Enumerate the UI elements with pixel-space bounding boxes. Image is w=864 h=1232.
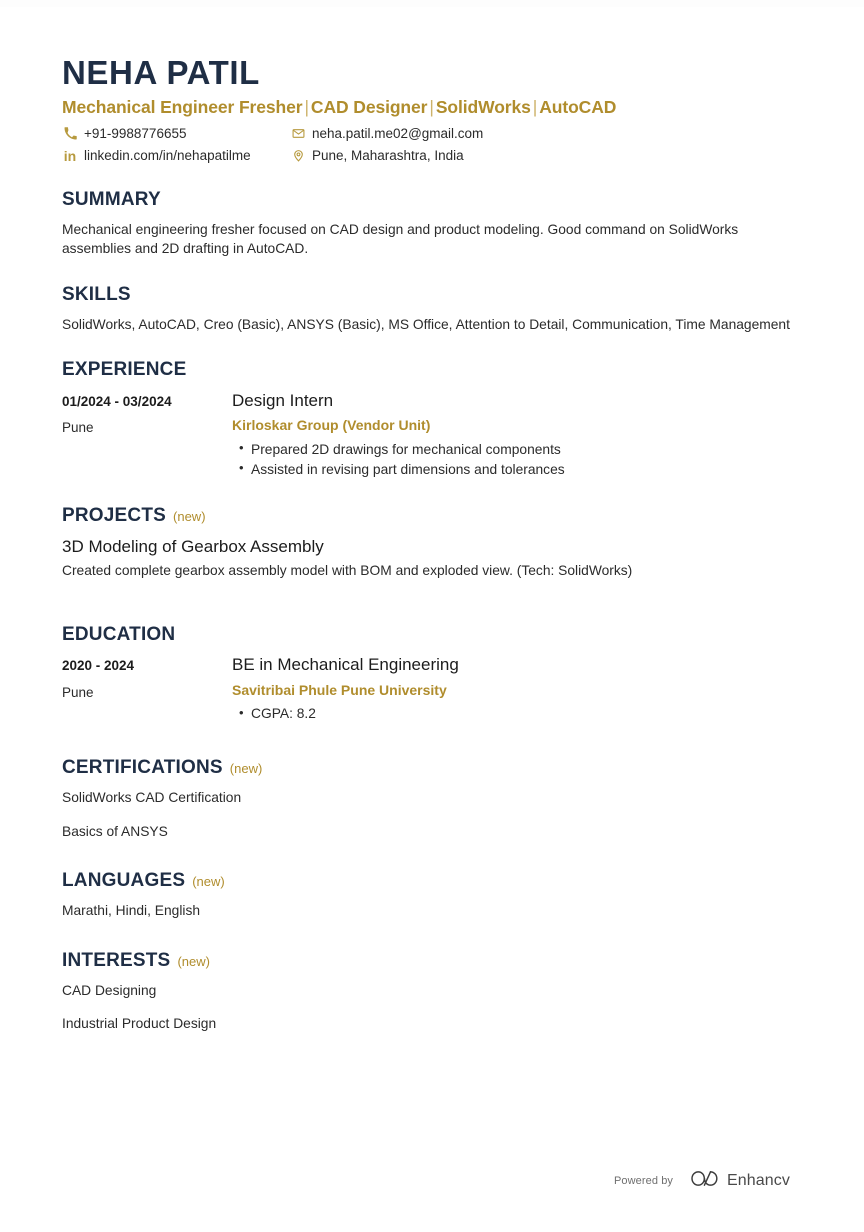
candidate-headline [62, 97, 802, 119]
section-header [62, 360, 802, 381]
skills-text: SolidWorks, AutoCAD, Creo (Basic), ANSYS (Basic), MS Office, Attention to Detail, Communication, Time Management [62, 316, 790, 332]
experience-location: Pune [62, 420, 94, 436]
experience-role: Design Intern [232, 391, 334, 411]
section-new-badge: (new) [229, 761, 263, 777]
education-details [232, 654, 802, 724]
education-dates: 2020 - 2024 [62, 658, 135, 674]
education-entry [62, 654, 802, 724]
section-header [62, 871, 802, 892]
certification-item: Basics of ANSYS [62, 823, 168, 839]
phone-icon [62, 126, 78, 142]
resume-header [62, 55, 802, 164]
linkedin-icon: in [63, 147, 77, 164]
headline-part-1: CAD Designer [310, 96, 428, 117]
contact-location-value: Pune, Maharashtra, India [312, 148, 464, 164]
certification-item: SolidWorks CAD Certification [62, 790, 242, 806]
section-title: INTERESTS [62, 949, 171, 971]
section-header [62, 951, 802, 972]
brand-logo [689, 1170, 790, 1192]
headline-part-0: Mechanical Engineer Fresher [62, 96, 303, 117]
candidate-name: NEHA PATIL [62, 54, 260, 91]
contact-location [290, 148, 464, 164]
experience-bullet: • Prepared 2D drawings for mechanical components [251, 440, 802, 460]
project-description: Created complete gearbox assembly model with BOM and exploded view. (Tech: SolidWorks) [62, 562, 633, 578]
powered-by-label: Powered by [613, 1175, 674, 1187]
education-bullet: • CGPA: 8.2 [251, 704, 802, 724]
experience-bullets [232, 440, 802, 480]
interest-item: CAD Designing [62, 982, 157, 998]
experience-meta [62, 390, 232, 436]
section-skills [62, 285, 802, 334]
education-meta [62, 654, 232, 700]
resume-content [62, 55, 802, 1034]
experience-entry [62, 390, 802, 480]
contact-row [62, 148, 802, 164]
section-experience [62, 360, 802, 480]
section-header [62, 758, 802, 779]
section-projects [62, 506, 802, 581]
experience-bullet: • Assisted in revising part dimensions and tolerances [251, 460, 802, 480]
contact-linkedin[interactable] [62, 148, 290, 164]
headline-part-2: SolidWorks [435, 96, 531, 117]
section-title: EXPERIENCE [62, 359, 187, 381]
section-summary [62, 190, 802, 259]
headline-separator: | [304, 96, 309, 117]
project-name: 3D Modeling of Gearbox Assembly [62, 536, 324, 556]
section-new-badge: (new) [173, 508, 206, 524]
section-title: SKILLS [62, 283, 131, 305]
interest-item: Industrial Product Design [62, 1016, 217, 1032]
contact-phone[interactable] [62, 126, 290, 142]
section-interests [62, 951, 802, 1034]
education-degree: BE in Mechanical Engineering [232, 655, 459, 675]
email-icon [290, 126, 306, 142]
section-new-badge: (new) [192, 874, 225, 890]
section-title: SUMMARY [62, 188, 161, 210]
section-title: EDUCATION [62, 623, 176, 645]
experience-dates: 01/2024 - 03/2024 [62, 394, 172, 410]
section-header [62, 506, 802, 527]
contact-phone-value: +91-9988776655 [84, 126, 187, 142]
language-item: Marathi, Hindi, English [62, 903, 201, 919]
contact-row [62, 126, 802, 142]
section-title: CERTIFICATIONS [62, 757, 223, 779]
experience-organization: Kirloskar Group (Vendor Unit) [232, 417, 431, 434]
summary-text: Mechanical engineering fresher focused on CAD design and product modeling. Good command on SolidWorks assemblies and 2D drafting in AutoCAD. [62, 221, 739, 257]
headline-separator: | [429, 96, 434, 117]
contact-details [62, 126, 802, 164]
headline-separator: | [532, 96, 538, 117]
section-header [62, 625, 802, 646]
footer-branding [614, 1170, 790, 1192]
location-pin-icon [290, 148, 306, 164]
education-bullets [232, 704, 802, 724]
education-location: Pune [62, 684, 94, 700]
section-header [62, 190, 802, 211]
section-languages [62, 871, 802, 920]
section-education [62, 625, 802, 725]
contact-email-value: neha.patil.me02@gmail.com [312, 126, 484, 142]
infinity-logo-icon [689, 1170, 720, 1192]
brand-name: Enhancv [727, 1172, 790, 1189]
project-entry [62, 536, 802, 581]
contact-email[interactable] [290, 126, 483, 142]
headline-part-3: AutoCAD [539, 96, 617, 117]
section-header [62, 285, 802, 306]
section-title: LANGUAGES [62, 870, 186, 892]
experience-details [232, 390, 802, 480]
section-certifications [62, 758, 802, 841]
page-top-edge [0, 0, 864, 7]
section-title: PROJECTS [62, 504, 167, 526]
section-new-badge: (new) [177, 953, 210, 969]
education-institution: Savitribai Phule Pune University [232, 681, 447, 698]
contact-linkedin-value: linkedin.com/in/nehapatilme [84, 148, 251, 164]
